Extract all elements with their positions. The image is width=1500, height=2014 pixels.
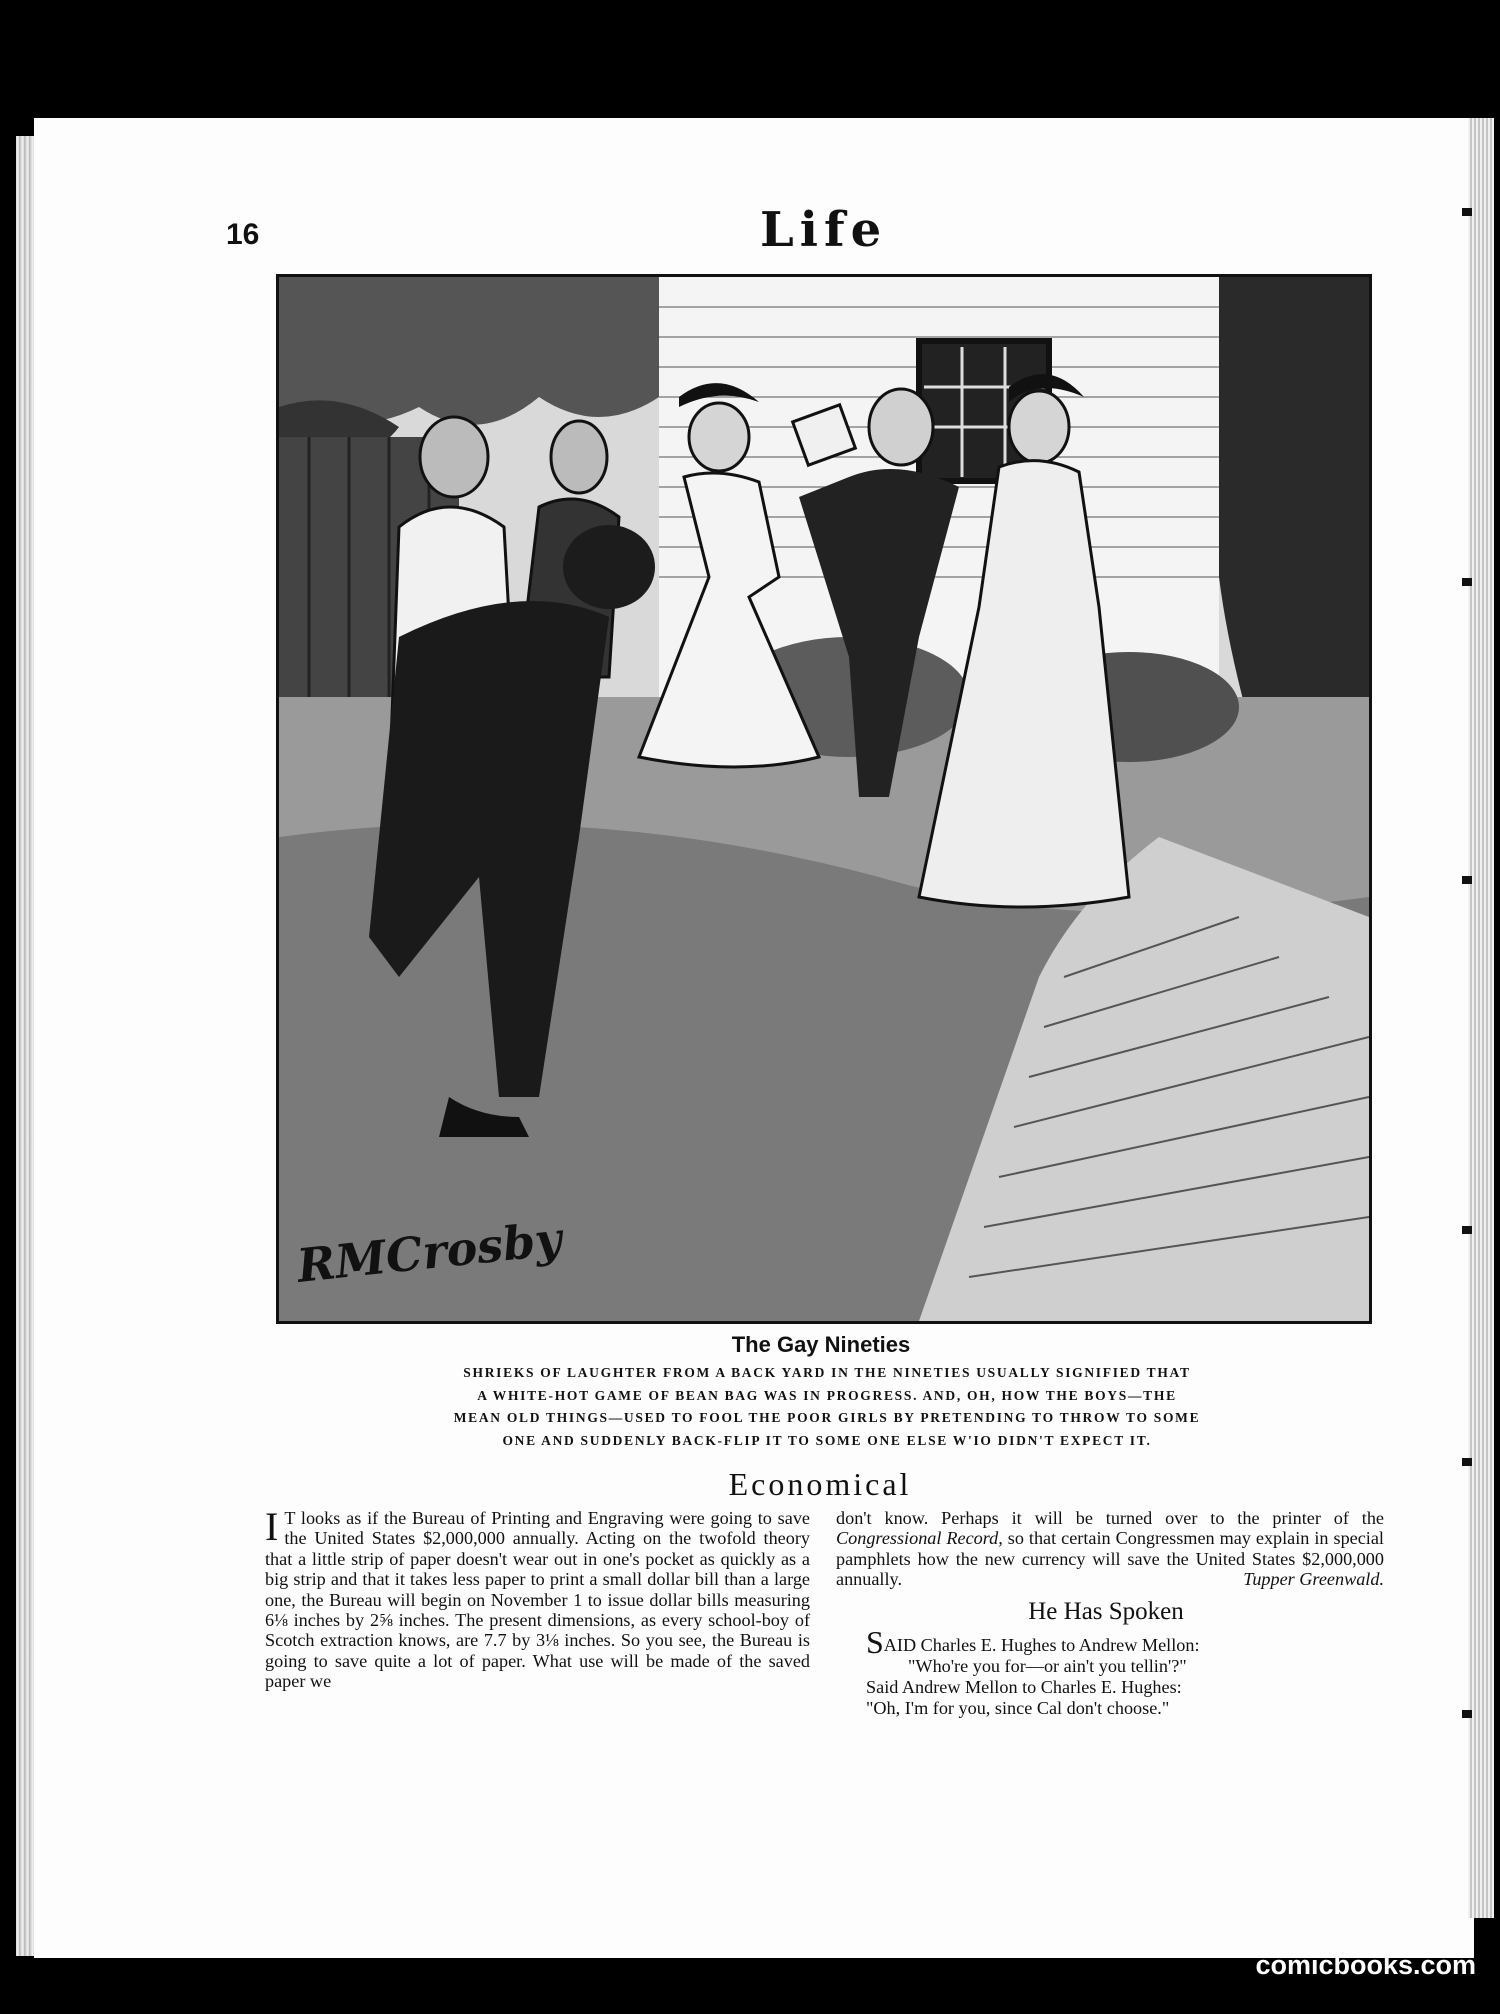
poem-dropcap: S	[866, 1624, 884, 1660]
poem-body	[866, 1624, 1386, 1719]
poem-line-1	[866, 1624, 1386, 1660]
caption-text	[412, 1362, 1242, 1452]
poem-line-2: "Who're you for—or ain't you tellin'?"	[908, 1656, 1187, 1676]
caption-line: MEAN OLD THINGS—USED TO FOOL THE POOR GIRLS BY PRETENDING TO THROW TO SOME	[453, 1410, 1201, 1425]
poem-line-4: "Oh, I'm for you, since Cal don't choose."	[866, 1698, 1170, 1718]
caption-title: The Gay Nineties	[731, 1332, 911, 1357]
article-text-right-end: so that certain Congressmen may explain in special pamphlets how the new currency will save the United States $2,000,000 annually.	[836, 1528, 1384, 1590]
article-column-right	[836, 1508, 1384, 1590]
illustration-drawing	[279, 277, 1369, 1321]
poem-line-1-text: AID Charles E. Hughes to Andrew Mellon:	[883, 1635, 1200, 1655]
article-author: Tupper Greenwald.	[1243, 1569, 1384, 1590]
article-text-left: T looks as if the Bureau of Printing and Engraving were going to save the United States $2,000,000 annually. Acting on the twofold theory that a little strip of paper doesn't wear out in one's pocket as quickly as a big strip and that it takes less paper to print a small dollar bill than a large one, the Bureau will begin on November 1 to issue dollar bills measuring 6⅛ inches by 2⅝ inches. The present dimensions, as every school-boy of Scotch extraction knows, are 7.7 by 3⅛ inches. So you see, the Bureau is going to save quite a lot of paper. What use will be made of the saved paper we	[265, 1508, 810, 1692]
page-number: 16	[226, 218, 260, 251]
caption-line: SHRIEKS OF LAUGHTER FROM A BACK YARD IN THE NINETIES USUALLY SIGNIFIED THAT	[463, 1365, 1191, 1380]
masthead-title: Life	[760, 202, 888, 258]
article-dropcap: I	[265, 1504, 279, 1549]
poem-line-3: Said Andrew Mellon to Charles E. Hughes:	[866, 1677, 1182, 1697]
binding-mark	[1462, 208, 1472, 216]
article-column-left	[265, 1504, 810, 1692]
binding-mark	[1462, 1710, 1472, 1718]
binding-mark	[1462, 876, 1472, 884]
article-title: Economical	[728, 1466, 912, 1502]
binding-mark	[1462, 1458, 1472, 1466]
article-text-italic: Congressional Record,	[836, 1528, 1003, 1549]
poem-title: He Has Spoken	[1028, 1598, 1184, 1625]
binding-mark	[1462, 1226, 1472, 1234]
caption-line: A WHITE-HOT GAME OF BEAN BAG WAS IN PROGRESS. AND, OH, HOW THE BOYS—THE	[477, 1387, 1177, 1403]
caption-line: ONE AND SUDDENLY BACK-FLIP IT TO SOME ONE ELSE W'IO DIDN'T EXPECT IT.	[502, 1432, 1152, 1448]
article-text-right: don't know. Perhaps it will be turned over to the printer of the	[836, 1508, 1384, 1528]
book-edge	[1468, 118, 1494, 1918]
binding-mark	[1462, 578, 1472, 586]
watermark: comicbooks.com	[1255, 1950, 1476, 1980]
artist-signature: RMCrosby	[294, 1211, 565, 1293]
cartoon-illustration	[276, 274, 1372, 1324]
